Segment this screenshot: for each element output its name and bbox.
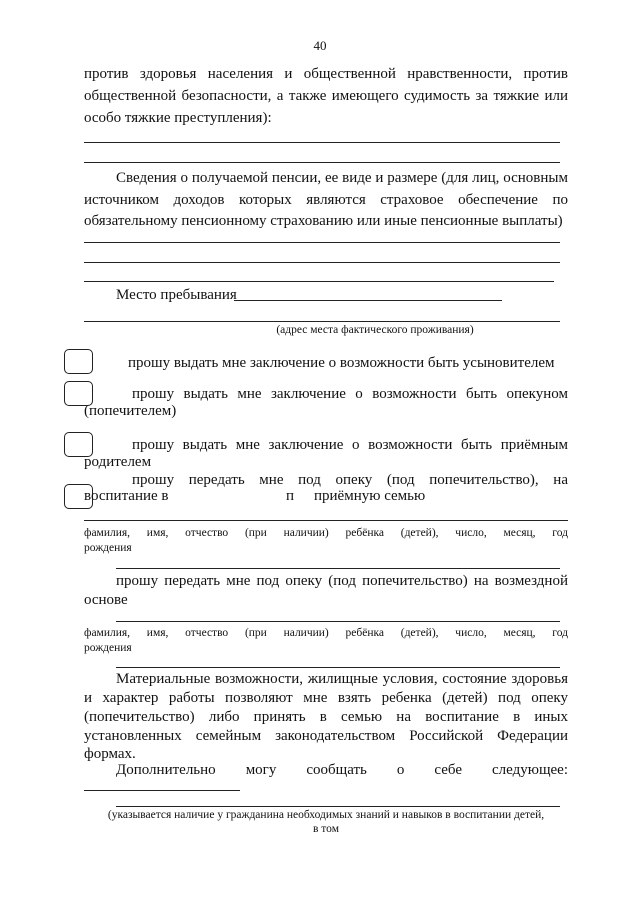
additional-caption-line-1: (указывается наличие у гражданина необходимых знаний и навыков в воспитании детей,	[107, 809, 545, 821]
blank-line[interactable]	[116, 568, 560, 569]
child-caption-2-line-2: рождения	[84, 642, 132, 654]
paid-custody-line-1: прошу передать мне под опеку (под попечительство) на возмездной	[116, 573, 568, 589]
child-caption-1-line-2: рождения	[84, 542, 132, 554]
residence-caption: (адрес места фактического проживания)	[276, 324, 474, 336]
residence-label: Место пребывания	[116, 287, 237, 303]
child-caption-1-line-1: фамилия, имя, отчество (при наличии) ребёнка (детей), число, месяц, год	[84, 527, 568, 539]
option-transfer-text-b: п	[286, 488, 295, 504]
option-guardian-line-2: (попечителем)	[84, 403, 177, 419]
page-number: 40	[313, 38, 327, 53]
additional-caption-line-2: в том	[313, 823, 339, 835]
material-line-5: формах.	[84, 746, 136, 762]
child-info-line[interactable]	[84, 520, 568, 521]
blank-line[interactable]	[84, 262, 560, 263]
option-transfer-text-a: воспитание в	[84, 488, 169, 504]
option-adopter-text: прошу выдать мне заключение о возможности быть усыновителем	[128, 355, 555, 371]
additional-input-line-short[interactable]	[84, 790, 240, 791]
intro-line-2: общественной безопасности, а также имеющего судимость за тяжкие или	[84, 88, 568, 104]
pension-line-2: источником доходов которых являются страховое обеспечение по	[84, 192, 568, 208]
option-foster-line-2: родителем	[84, 454, 152, 470]
pension-line-3: обязательному пенсионному страхованию или иные пенсионные выплаты)	[84, 213, 563, 229]
option-guardian-line-1: прошу выдать мне заключение о возможности быть опекуном	[132, 386, 568, 402]
blank-line[interactable]	[116, 621, 560, 622]
material-line-2: и характер работы позволяют мне взять ребенка (детей) под опеку	[84, 690, 568, 706]
paid-custody-line-2: основе	[84, 592, 128, 608]
blank-line[interactable]	[84, 142, 560, 143]
residence-input-line[interactable]	[234, 300, 502, 301]
intro-line-1: против здоровья населения и общественной нравственности, против	[84, 66, 568, 82]
option-foster-line-1: прошу выдать мне заключение о возможности быть приёмным	[132, 437, 568, 453]
child-caption-2-line-1: фамилия, имя, отчество (при наличии) ребёнка (детей), число, месяц, год	[84, 627, 568, 639]
blank-line[interactable]	[84, 281, 554, 282]
option-transfer-line-1: прошу передать мне под опеку (под попечительство), на	[132, 472, 568, 488]
blank-line[interactable]	[84, 242, 560, 243]
residence-address-line[interactable]	[84, 321, 560, 322]
checkbox-adopter[interactable]	[64, 349, 93, 374]
additional-input-line[interactable]	[116, 806, 560, 807]
material-line-4: установленных семейным законодательством Российской Федерации	[84, 728, 568, 744]
blank-line[interactable]	[116, 667, 560, 668]
option-transfer-line-2	[84, 486, 524, 507]
material-line-1: Материальные возможности, жилищные условия, состояние здоровья	[116, 671, 568, 687]
intro-line-3: особо тяжкие преступления):	[84, 110, 272, 126]
material-line-3: (попечительство) либо принять в семью на воспитание в иных	[84, 709, 568, 725]
additional-label: Дополнительно могу сообщать о себе следующее:	[116, 762, 568, 778]
blank-line[interactable]	[84, 162, 560, 163]
option-transfer-text-c: приёмную семью	[314, 488, 426, 504]
pension-line-1: Сведения о получаемой пенсии, ее виде и размере (для лиц, основным	[116, 170, 568, 186]
